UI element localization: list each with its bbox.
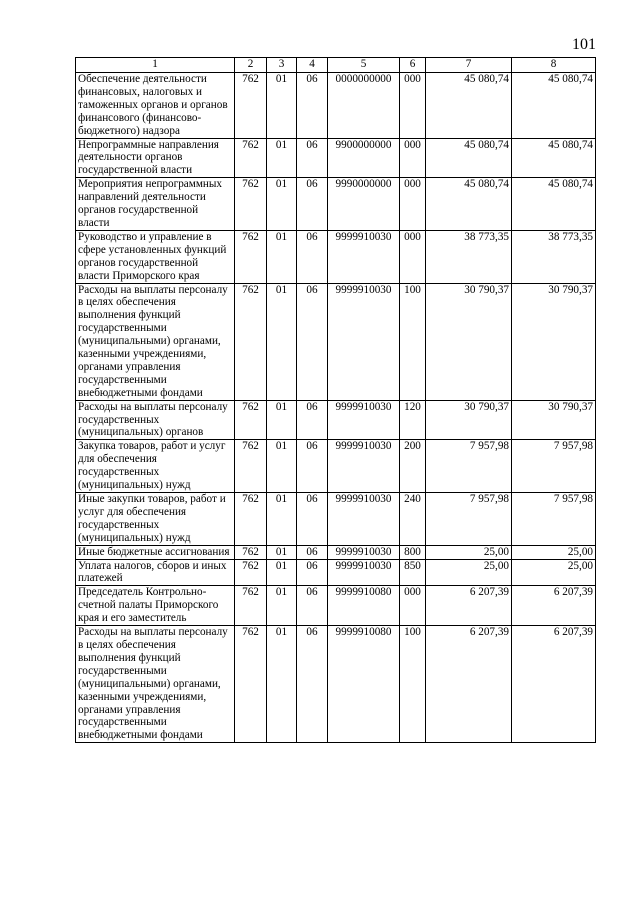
chapter-code: 762 bbox=[235, 400, 267, 440]
subsection-code: 06 bbox=[297, 138, 328, 178]
subsection-code: 06 bbox=[297, 400, 328, 440]
table-row bbox=[76, 400, 596, 440]
chapter-code: 762 bbox=[235, 545, 267, 559]
row-description: Расходы на выплаты персоналу в целях обеспечения выполнения функций государственными (муниципальными) органами, казенными учреждениями, органами управления государственными внебюджетными фондами bbox=[76, 283, 235, 400]
table-body bbox=[76, 73, 596, 743]
amount-year-1: 6 207,39 bbox=[426, 626, 512, 743]
row-description: Мероприятия непрограммных направлений деятельности органов государственной власти bbox=[76, 178, 235, 231]
chapter-code: 762 bbox=[235, 559, 267, 586]
chapter-code: 762 bbox=[235, 283, 267, 400]
target-article-code: 9999910030 bbox=[328, 283, 400, 400]
section-code: 01 bbox=[267, 586, 297, 626]
table-row bbox=[76, 545, 596, 559]
section-code: 01 bbox=[267, 493, 297, 546]
expense-type-code: 800 bbox=[400, 545, 426, 559]
row-description: Председатель Контрольно-счетной палаты Приморского края и его заместитель bbox=[76, 586, 235, 626]
target-article-code: 9999910030 bbox=[328, 545, 400, 559]
subsection-code: 06 bbox=[297, 545, 328, 559]
chapter-code: 762 bbox=[235, 493, 267, 546]
expense-type-code: 000 bbox=[400, 73, 426, 139]
amount-year-2: 6 207,39 bbox=[512, 626, 596, 743]
section-code: 01 bbox=[267, 559, 297, 586]
row-description: Расходы на выплаты персоналу в целях обеспечения выполнения функций государственными (муниципальными) органами, казенными учреждениями, органами управления государственными внебюджетными фондами bbox=[76, 626, 235, 743]
amount-year-1: 45 080,74 bbox=[426, 73, 512, 139]
chapter-code: 762 bbox=[235, 586, 267, 626]
row-description: Иные бюджетные ассигнования bbox=[76, 545, 235, 559]
chapter-code: 762 bbox=[235, 440, 267, 493]
column-header: 1 bbox=[76, 58, 235, 73]
header-row bbox=[76, 58, 596, 73]
row-description: Непрограммные направления деятельности органов государственной власти bbox=[76, 138, 235, 178]
column-header: 2 bbox=[235, 58, 267, 73]
amount-year-1: 6 207,39 bbox=[426, 586, 512, 626]
amount-year-1: 30 790,37 bbox=[426, 400, 512, 440]
table-row bbox=[76, 440, 596, 493]
amount-year-1: 7 957,98 bbox=[426, 493, 512, 546]
amount-year-2: 30 790,37 bbox=[512, 400, 596, 440]
target-article-code: 9999910080 bbox=[328, 626, 400, 743]
section-code: 01 bbox=[267, 283, 297, 400]
subsection-code: 06 bbox=[297, 493, 328, 546]
amount-year-1: 25,00 bbox=[426, 545, 512, 559]
table-row bbox=[76, 559, 596, 586]
target-article-code: 0000000000 bbox=[328, 73, 400, 139]
amount-year-1: 25,00 bbox=[426, 559, 512, 586]
column-header: 5 bbox=[328, 58, 400, 73]
expense-type-code: 200 bbox=[400, 440, 426, 493]
expense-type-code: 100 bbox=[400, 283, 426, 400]
column-header: 8 bbox=[512, 58, 596, 73]
expense-type-code: 000 bbox=[400, 178, 426, 231]
chapter-code: 762 bbox=[235, 138, 267, 178]
chapter-code: 762 bbox=[235, 73, 267, 139]
section-code: 01 bbox=[267, 230, 297, 283]
subsection-code: 06 bbox=[297, 559, 328, 586]
row-description: Руководство и управление в сфере установленных функций органов государственной власти Приморского края bbox=[76, 230, 235, 283]
table-row bbox=[76, 283, 596, 400]
column-header: 7 bbox=[426, 58, 512, 73]
amount-year-1: 30 790,37 bbox=[426, 283, 512, 400]
table-row bbox=[76, 178, 596, 231]
table-row bbox=[76, 138, 596, 178]
expense-type-code: 000 bbox=[400, 230, 426, 283]
row-description: Обеспечение деятельности финансовых, налоговых и таможенных органов и органов финансового (финансово-бюджетного) надзора bbox=[76, 73, 235, 139]
subsection-code: 06 bbox=[297, 586, 328, 626]
section-code: 01 bbox=[267, 626, 297, 743]
amount-year-2: 38 773,35 bbox=[512, 230, 596, 283]
target-article-code: 9900000000 bbox=[328, 138, 400, 178]
amount-year-1: 7 957,98 bbox=[426, 440, 512, 493]
row-description: Иные закупки товаров, работ и услуг для обеспечения государственных (муниципальных) нужд bbox=[76, 493, 235, 546]
amount-year-2: 45 080,74 bbox=[512, 73, 596, 139]
subsection-code: 06 bbox=[297, 230, 328, 283]
expense-type-code: 850 bbox=[400, 559, 426, 586]
amount-year-2: 30 790,37 bbox=[512, 283, 596, 400]
amount-year-1: 45 080,74 bbox=[426, 178, 512, 231]
table-row bbox=[76, 230, 596, 283]
table-row bbox=[76, 73, 596, 139]
row-description: Уплата налогов, сборов и иных платежей bbox=[76, 559, 235, 586]
amount-year-2: 7 957,98 bbox=[512, 493, 596, 546]
target-article-code: 9990000000 bbox=[328, 178, 400, 231]
amount-year-2: 45 080,74 bbox=[512, 178, 596, 231]
amount-year-2: 7 957,98 bbox=[512, 440, 596, 493]
subsection-code: 06 bbox=[297, 178, 328, 231]
chapter-code: 762 bbox=[235, 626, 267, 743]
chapter-code: 762 bbox=[235, 230, 267, 283]
amount-year-2: 45 080,74 bbox=[512, 138, 596, 178]
table-row bbox=[76, 586, 596, 626]
amount-year-2: 6 207,39 bbox=[512, 586, 596, 626]
section-code: 01 bbox=[267, 440, 297, 493]
subsection-code: 06 bbox=[297, 283, 328, 400]
column-header: 3 bbox=[267, 58, 297, 73]
expense-type-code: 100 bbox=[400, 626, 426, 743]
section-code: 01 bbox=[267, 178, 297, 231]
target-article-code: 9999910030 bbox=[328, 440, 400, 493]
chapter-code: 762 bbox=[235, 178, 267, 231]
amount-year-2: 25,00 bbox=[512, 545, 596, 559]
target-article-code: 9999910030 bbox=[328, 400, 400, 440]
expense-type-code: 120 bbox=[400, 400, 426, 440]
table-row bbox=[76, 626, 596, 743]
budget-table bbox=[75, 57, 596, 743]
section-code: 01 bbox=[267, 545, 297, 559]
section-code: 01 bbox=[267, 138, 297, 178]
page-number: 101 bbox=[572, 36, 596, 53]
subsection-code: 06 bbox=[297, 73, 328, 139]
target-article-code: 9999910030 bbox=[328, 559, 400, 586]
amount-year-1: 38 773,35 bbox=[426, 230, 512, 283]
target-article-code: 9999910030 bbox=[328, 493, 400, 546]
section-code: 01 bbox=[267, 400, 297, 440]
column-header: 4 bbox=[297, 58, 328, 73]
expense-type-code: 000 bbox=[400, 138, 426, 178]
amount-year-2: 25,00 bbox=[512, 559, 596, 586]
row-description: Закупка товаров, работ и услуг для обеспечения государственных (муниципальных) нужд bbox=[76, 440, 235, 493]
target-article-code: 9999910080 bbox=[328, 586, 400, 626]
row-description: Расходы на выплаты персоналу государственных (муниципальных) органов bbox=[76, 400, 235, 440]
amount-year-1: 45 080,74 bbox=[426, 138, 512, 178]
section-code: 01 bbox=[267, 73, 297, 139]
expense-type-code: 240 bbox=[400, 493, 426, 546]
column-header: 6 bbox=[400, 58, 426, 73]
table-row bbox=[76, 493, 596, 546]
expense-type-code: 000 bbox=[400, 586, 426, 626]
target-article-code: 9999910030 bbox=[328, 230, 400, 283]
subsection-code: 06 bbox=[297, 440, 328, 493]
subsection-code: 06 bbox=[297, 626, 328, 743]
